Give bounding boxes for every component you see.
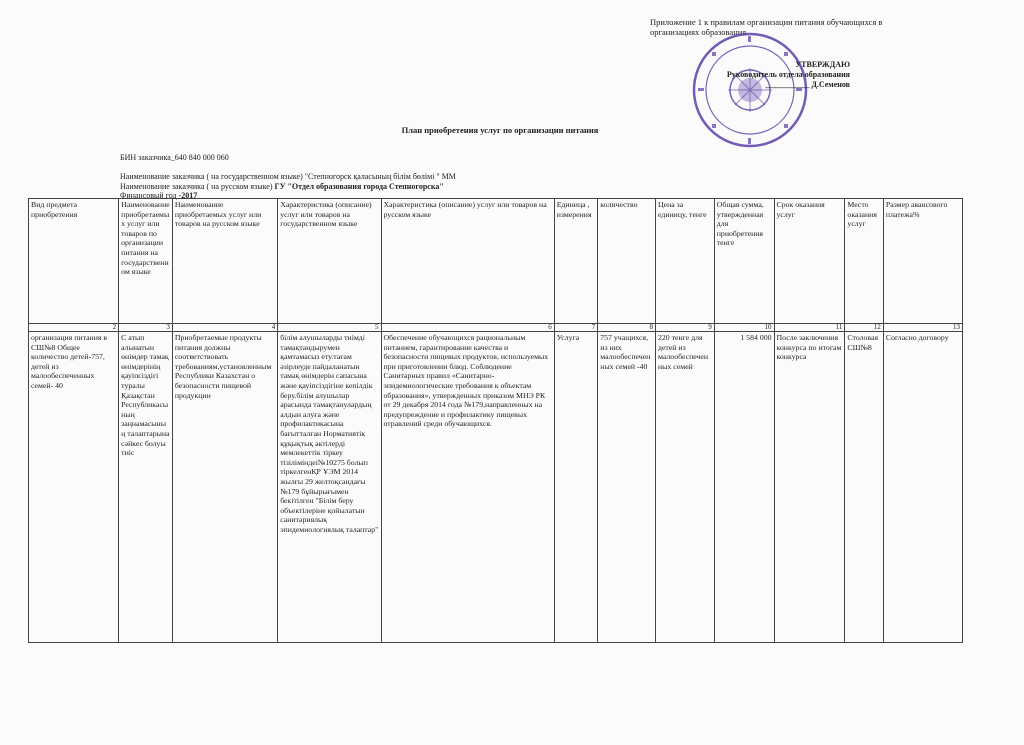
approve-title: УТВЕРЖДАЮ: [795, 60, 850, 69]
approval-block: [680, 60, 850, 90]
table-cell: Приобретаемые продукты питания должны соответствовать требованиям,установленным Республики Казахстан о безопасности пищевой продукции: [172, 332, 277, 643]
table-cell: 757 учащихся, из них малообеспеченных семей -40: [598, 332, 656, 643]
column-number: 9: [656, 324, 715, 332]
official-seal-icon: [690, 30, 810, 150]
approve-line2: ___________ Д.Семенов: [765, 80, 850, 89]
column-number: 6: [381, 324, 554, 332]
column-number: 11: [774, 324, 845, 332]
column-number: 12: [845, 324, 883, 332]
label: Финансовый год: [120, 191, 179, 200]
customer-name-state: [120, 172, 456, 182]
header-cell: Единица , измерения: [554, 199, 598, 324]
column-number: 5: [278, 324, 381, 332]
header-cell: Общая сумма, утвержденная для приобретения тенге: [714, 199, 774, 324]
table-cell: 1 584 000: [714, 332, 774, 643]
column-number: 13: [883, 324, 962, 332]
table-cell: Столовая СШ№8: [845, 332, 883, 643]
header-cell: Наименование приобретаемых услуг или товаров на русском языке: [172, 199, 277, 324]
value: -2017: [178, 191, 198, 200]
table-cell: организация питания в СШ№8 Общее количество детей-757, детей из малообеспеченных семей- 40: [29, 332, 119, 643]
value: "Степногорск қаласының білім бөлімі " ММ: [304, 172, 456, 181]
header-cell: Характеристика (описание) услуг или товаров на государственном языке: [278, 199, 381, 324]
document-title: План приобретения услуг по организации питания: [401, 125, 599, 135]
column-number: 8: [598, 324, 656, 332]
header-cell: Размер авансового платежа%: [883, 199, 962, 324]
column-number: 3: [119, 324, 173, 332]
label: Наименование заказчика ( на государственном языке): [120, 172, 305, 181]
bin-line: БИН заказчика_640 840 000 060: [120, 153, 229, 162]
procurement-plan-table: [28, 198, 963, 643]
table-cell: Услуга: [554, 332, 598, 643]
header-cell: Срок оказания услуг: [774, 199, 845, 324]
table-cell: Согласно договору: [883, 332, 962, 643]
header-cell: Место оказания услуг: [845, 199, 883, 324]
table-cell: С атып алынатын өнімдер тамақ өнімдерінің қауіпсіздігі туралы Қазақстан Республикасының заңнамасының талаптарына сәйкес болуы тиіс: [119, 332, 173, 643]
header-row: [29, 199, 963, 324]
header-cell: количество: [598, 199, 656, 324]
label: Наименование заказчика ( на русском языке): [120, 182, 275, 191]
approve-line1: Руководитель отдела образования: [726, 70, 850, 79]
column-number: 4: [172, 324, 277, 332]
column-number: 10: [714, 324, 774, 332]
table-cell: Обеспечение обучающихся рациональным питанием, гарантирование качества и безопасности пищевых продуктов, используемых при приготовлении блюд. Соблюдение Санитарных правил «Санитарно-эпидемиологические требования к объектам образования», утвержденных приказом МНЭ РК от 29 декабря 2014 года №179,направленных на предупреждение и профилактику пищевых отравлений среди обучающихся.: [381, 332, 554, 643]
table-row: [29, 332, 963, 643]
column-number: 7: [554, 324, 598, 332]
appendix-note: Приложение 1 к правилам организации питания обучающихся в организациях образования: [650, 17, 883, 37]
header-cell: Вид предмета приобретения: [29, 199, 119, 324]
header-cell: Характеристика (описание) услуг или товаров на русском языке: [381, 199, 554, 324]
column-number: 2: [29, 324, 119, 332]
table-cell: После заключения конкурса по итогам конкурса: [774, 332, 845, 643]
table-cell: білім алушыларды тиімді тамақтандырумен қамтамасыз ету.тағам әзірлеуде пайдаланатын тамақ өнімдерін сапасына және қауіпсіздігіне кепілдік беру.білім алушылар арасында тамақтанулардың алдын алуға және профилактикасына бағытталған Нормативтік құқықтық актілерді мемлекеттік тіркеу тізіліміндеі№10275 болып тіркелгенҚР ҰЭМ 2014 жылғы 29 желтоқсандағы №179 бұйырығымен бекітілген "Білім беру объектілеріне қойылатын санитариялық эпидемиологиялық талаптар": [278, 332, 381, 643]
table-cell: 220 тенге для детей из малообеспеченных семей: [656, 332, 715, 643]
header-cell: Цена за единицу, тенге: [656, 199, 715, 324]
value: ГУ "Отдел образования города Степногорска": [274, 182, 444, 191]
header-cell: Наименование приобретаемых услуг или товаров по организации питания на государственном языке: [119, 199, 173, 324]
column-number-row: [29, 324, 963, 332]
